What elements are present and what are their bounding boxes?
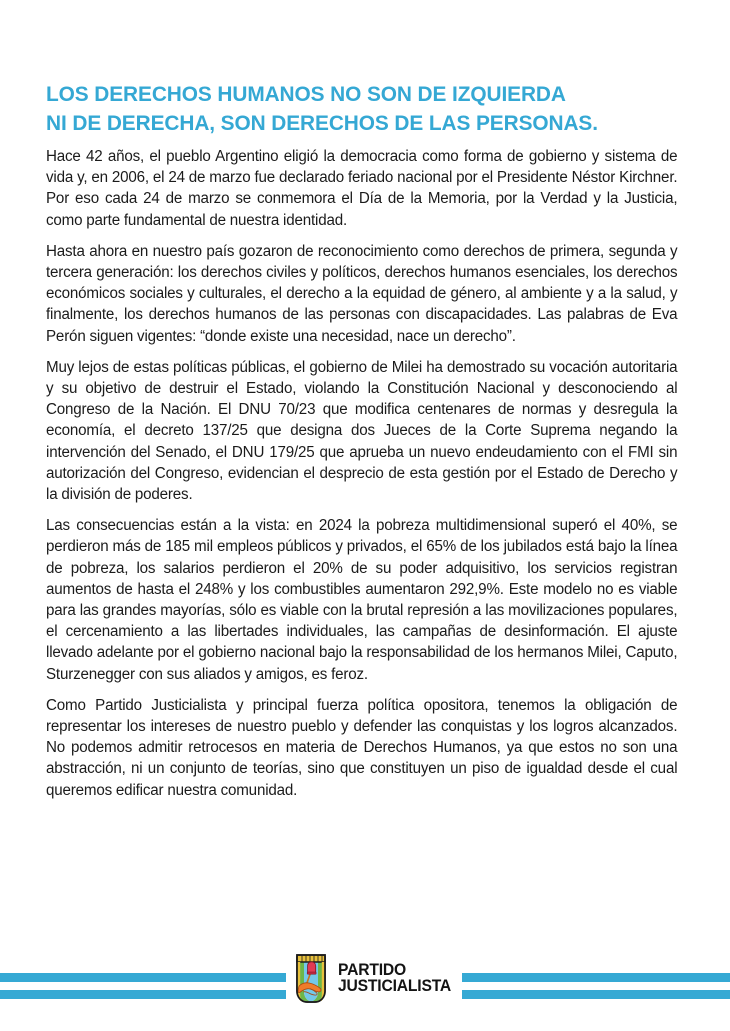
footer-stripe-right-bottom [462, 990, 730, 999]
footer-stripe-left-bottom [0, 990, 286, 999]
page-footer [0, 930, 730, 1031]
brand-name [338, 962, 451, 994]
page-title-line-2: NI DE DERECHA, SON DERECHOS DE LAS PERSONAS. [46, 110, 598, 135]
footer-stripe-right-top [462, 973, 730, 982]
body-paragraph: Las consecuencias están a la vista: en 2024 la pobreza multidimensional superó el 40%, se perdieron más de 185 mil empleos públicos y privados, el 65% de los jubilados está bajo la línea de pobreza, los salarios perdieron el 20% de su poder adquisitivo, los servicios registran aumentos de hasta el 248% y los combustibles aumentaron 292,9%. Este modelo no es viable para las grandes mayorías, sólo es viable con la brutal represión a las movilizaciones populares, el cercenamiento a las libertades individuales, las campañas de desinformación. El ajuste llevado adelante por el gobierno nacional bajo la responsabilidad de los hermanos Milei, Caputo, Sturzenegger con sus aliados y amigos, es feroz. [46, 517, 678, 683]
body-paragraph: Muy lejos de estas políticas públicas, el gobierno de Milei ha demostrado su vocación autoritaria y su objetivo de destruir el Estado, violando la Constitución Nacional y desconociendo al Congreso de la Nación. El DNU 70/23 que modifica centenares de normas y desregula la economía, el decreto 137/25 que designa dos Jueces de la Corte Suprema negando la intervención del Senado, el DNU 179/25 que aprueba un nuevo endeudamiento con el FMI sin autorización del Congreso, evidencian el desprecio de esta gestión por el Estado de Derecho y la división de poderes. [46, 358, 678, 504]
body-paragraph: Hasta ahora en nuestro país gozaron de reconocimiento como derechos de primera, segunda y tercera generación: los derechos civiles y políticos, derechos humanos esenciales, los derechos económicos sociales y culturales, el derecho a la equidad de género, al ambiente y a la salud, y finalmente, los derechos humanos de las personas con discapacidades. Las palabras de Eva Perón siguen vigentes: “donde existe una necesidad, nace un derecho”. [46, 242, 678, 345]
partido-justicialista-shield-icon [291, 951, 331, 1005]
page-title-line-1: LOS DERECHOS HUMANOS NO SON DE IZQUIERDA [46, 82, 566, 107]
footer-stripe-left-top [0, 973, 286, 982]
brand-name-line-2: JUSTICIALISTA [337, 977, 452, 995]
body-paragraph: Como Partido Justicialista y principal fuerza política opositora, tenemos la obligación de representar los intereses de nuestro pueblo y defender las conquistas y los logros alcanzados. No podemos admitir retrocesos en materia de Derechos Humanos, ya que estos no son una abstracción, ni un conjunto de teorías, sino que constituyen un piso de igualdad desde el cual queremos edificar nuestra comunidad. [46, 696, 678, 799]
page-title [46, 80, 671, 137]
brand-name-line-1: PARTIDO [337, 960, 407, 979]
brand-lockup [286, 944, 462, 1012]
statement-body [46, 146, 687, 801]
body-paragraph: Hace 42 años, el pueblo Argentino eligió la democracia como forma de gobierno y sistema de vida y, en 2006, el 24 de marzo fue declarado feriado nacional por el Presidente Néstor Kirchner. Por eso cada 24 de marzo se conmemora el Día de la Memoria, por la Verdad y la Justicia, como parte fundamental de nuestra identidad. [46, 148, 678, 229]
